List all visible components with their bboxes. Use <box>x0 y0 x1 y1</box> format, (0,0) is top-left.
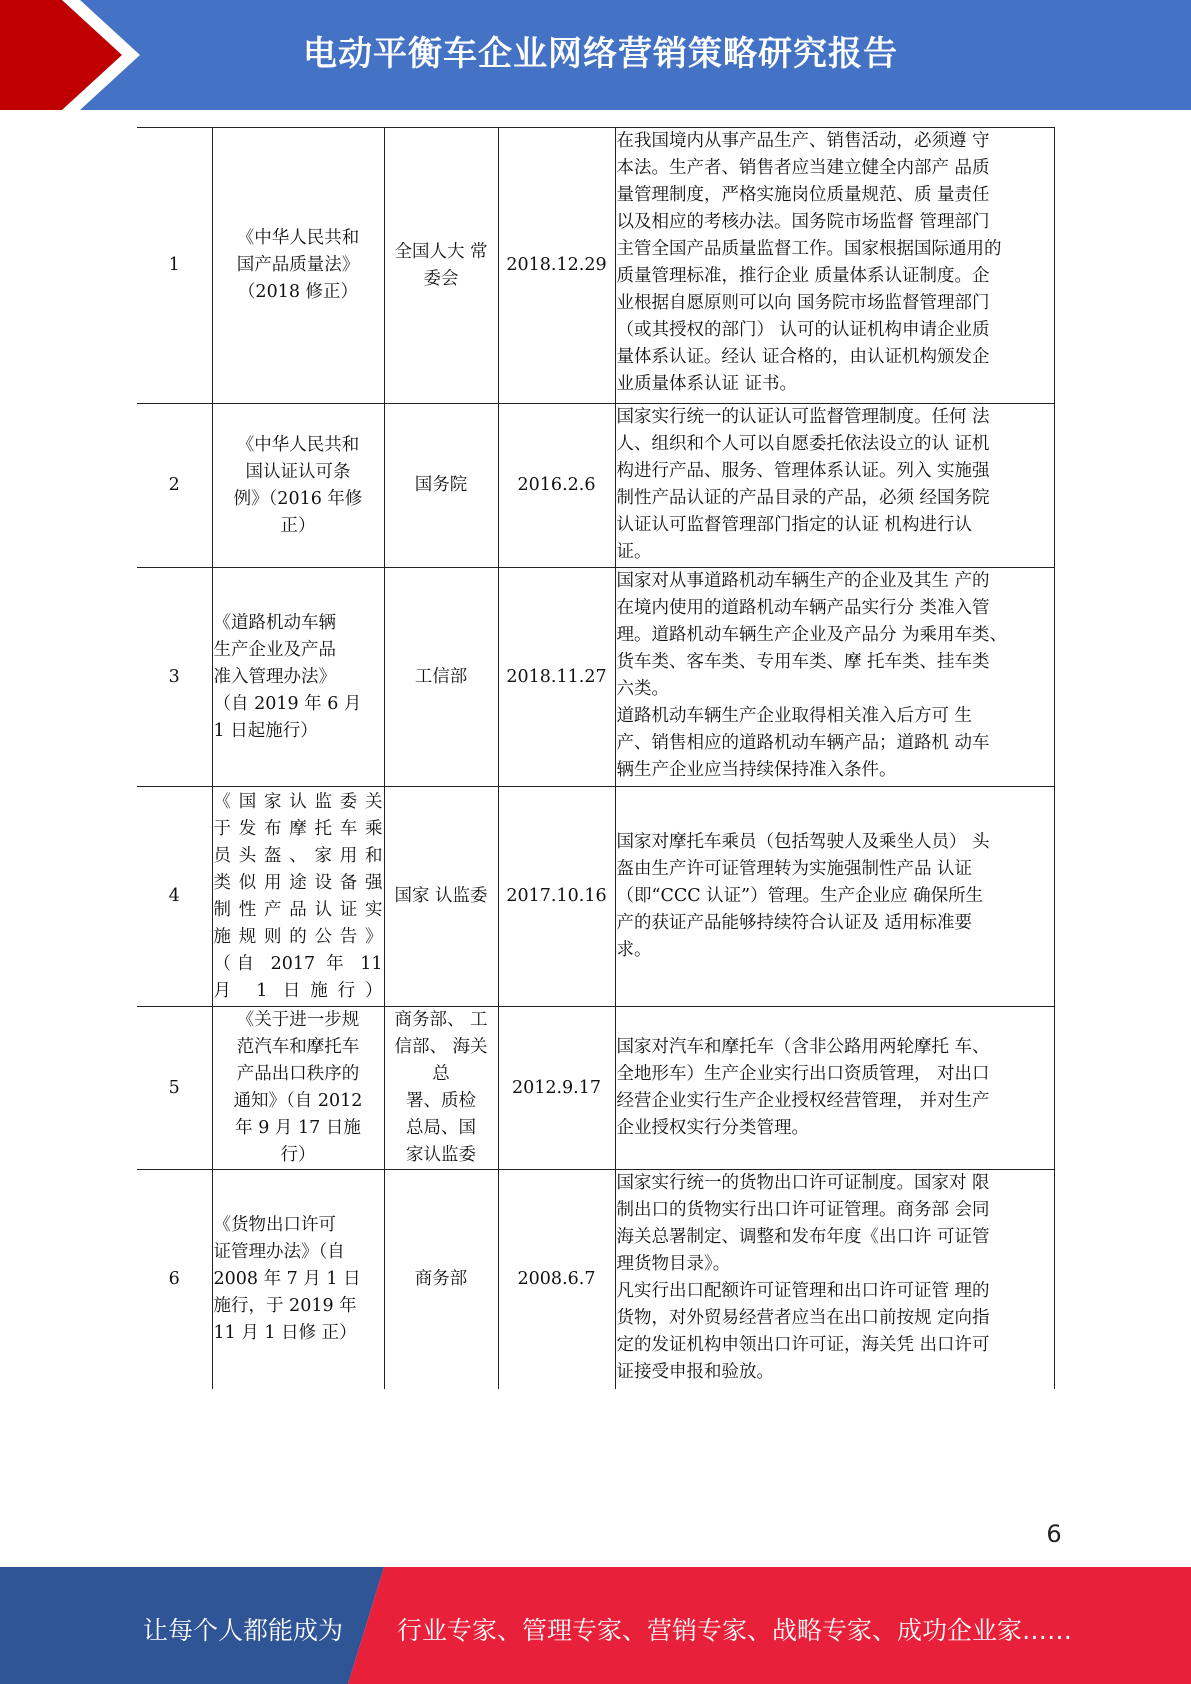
regulation-content <box>615 568 1054 787</box>
regulation-content <box>615 1007 1054 1170</box>
chevron-red-shape <box>0 0 122 110</box>
regulation-name-text: 《道路机动车辆 生产企业及产品 准入管理办法》 （自 2019 年 6 月 1 日起施行） <box>213 612 362 741</box>
regulation-content <box>615 404 1054 568</box>
regulation-name <box>212 787 384 1007</box>
issue-date: 2016.2.6 <box>498 404 615 568</box>
table-row <box>137 1170 1054 1389</box>
row-number: 4 <box>137 787 212 1007</box>
issuing-authority <box>384 404 498 568</box>
issuing-authority <box>384 787 498 1007</box>
issue-date: 2012.9.17 <box>498 1007 615 1170</box>
issuing-authority-text: 商务部、 工 信部、 海关 总 署、质检 总局、国 家认监委 <box>394 1010 488 1165</box>
issue-date: 2018.12.29 <box>498 128 615 404</box>
regulation-name-text: 《中华人民共和 国认证认可条 例》（2016 年修 正） <box>233 434 363 536</box>
row-number: 3 <box>137 568 212 787</box>
header-chevron-decoration <box>0 0 160 110</box>
regulation-content <box>615 787 1054 1007</box>
issuing-authority-text: 工信部 <box>414 666 468 687</box>
footer-slogan-left: 让每个人都能成为 <box>143 1616 344 1645</box>
issue-date: 2017.10.16 <box>498 787 615 1007</box>
row-number: 1 <box>137 128 212 404</box>
row-number: 6 <box>137 1170 212 1389</box>
regulation-content-text: 在我国境内从事产品生产、销售活动，必须遵 守 本法。生产者、销售者应当建立健全内部产 品质 量管理制度，严格实施岗位质量规范、质 量责任 以及相应的考核办法。国务院市场监督 管理部门 主管全国产品质量监督工作。国家根据国际通用的 质量管理标准，推行企业 质量体系认证制度。企 业根据自愿原则可以向 国务院市场监督管理部门 （或其授权的部门） 认可的认证机构申请企业质 量体系认证。经认 证合格的，由认证机构颁发企 业质量体系认证 证书。 <box>616 131 1002 394</box>
regulation-name <box>212 1007 384 1170</box>
issuing-authority <box>384 1170 498 1389</box>
table-row <box>137 568 1054 787</box>
table-row <box>137 404 1054 568</box>
issuing-authority-text: 商务部 <box>414 1268 468 1289</box>
report-title: 电动平衡车企业网络营销策略研究报告 <box>303 34 898 74</box>
regulation-content-text: 国家实行统一的货物出口许可证制度。国家对 限 制出口的货物实行出口许可证管理。商务部 会同 海关总署制定、调整和发布年度《出口许 可证管 理货物目录》。 凡实行出口配额许可证管理和出口许可证管 理的 货物，对外贸易经营者应当在出口前按规 定向指 定的发证机构申领出口许可证，海关凭 出口许可 证接受申报和验放。 <box>616 1173 990 1382</box>
table-row <box>137 787 1054 1007</box>
issue-date: 2018.11.27 <box>498 568 615 787</box>
page-number: 6 <box>1046 1520 1062 1548</box>
regulation-content <box>615 128 1054 404</box>
issuing-authority <box>384 568 498 787</box>
regulation-content-text: 国家对从事道路机动车辆生产的企业及其生 产的 在境内使用的道路机动车辆产品实行分 类准入管 理。道路机动车辆生产企业及产品分 为乘用车类、 货车类、客车类、专用车类、摩 托车类、挂车类 六类。 道路机动车辆生产企业取得相关准入后方可 生 产、销售相应的道路机动车辆产品；道路机 动车 辆生产企业应当持续保持准入条件。 <box>616 571 1008 780</box>
footer-slogan-right: 行业专家、管理专家、营销专家、战略专家、成功企业家…… <box>397 1616 1073 1645</box>
page-header <box>0 0 1191 110</box>
table-row <box>137 1007 1054 1170</box>
regulations-table <box>137 127 1055 1389</box>
regulation-name-text: 《国家认监委关 于发布摩托车乘 员头盔、家用和 类似用途设备强 制性产品认证实 施规则的公告》 （自 2017 年 11 月 1 日施行） <box>213 791 383 1001</box>
issue-date: 2008.6.7 <box>498 1170 615 1389</box>
regulation-name <box>212 404 384 568</box>
regulation-name <box>212 128 384 404</box>
regulation-content-text: 国家实行统一的认证认可监督管理制度。任何 法 人、组织和个人可以自愿委托依法设立的认 证机 构进行产品、服务、管理体系认证。列入 实施强 制性产品认证的产品目录的产品，必须 经国务院 认证认可监督管理部门指定的认证 机构进行认 证。 <box>616 407 990 562</box>
row-number: 5 <box>137 1007 212 1170</box>
regulation-content-text: 国家对摩托车乘员（包括驾驶人及乘坐人员） 头 盔由生产许可证管理转为实施强制性产品 认证 （即“CCC 认证”）管理。生产企业应 确保所生 产的获证产品能够持续符合认证及 适用标准要 求。 <box>616 832 990 960</box>
regulation-content <box>615 1170 1054 1389</box>
regulation-name-text: 《关于进一步规 范汽车和摩托车 产品出口秩序的 通知》（自 2012 年 9 月 17 日施 行） <box>233 1010 363 1165</box>
regulation-name <box>212 1170 384 1389</box>
regulation-name <box>212 568 384 787</box>
regulation-content-text: 国家对汽车和摩托车（含非公路用两轮摩托 车、 全地形车）生产企业实行出口资质管理， 对出口 经营企业实行生产企业授权经营管理， 并对生产 企业授权实行分类管理。 <box>616 1037 990 1138</box>
issuing-authority-text: 国务院 <box>414 475 468 495</box>
page-footer <box>0 1567 1191 1684</box>
issuing-authority-text: 国家 认监委 <box>394 886 488 906</box>
regulation-name-text: 《中华人民共和 国产品质量法》 （2018 修正） <box>236 228 360 302</box>
issuing-authority <box>384 1007 498 1170</box>
issuing-authority-text: 全国人大 常 委会 <box>394 241 488 289</box>
table-row <box>137 128 1054 404</box>
issuing-authority <box>384 128 498 404</box>
regulation-name-text: 《货物出口许可 证管理办法》（自 2008 年 7 月 1 日 施行，于 2019 年 11 月 1 日修 正） <box>213 1214 361 1343</box>
row-number: 2 <box>137 404 212 568</box>
